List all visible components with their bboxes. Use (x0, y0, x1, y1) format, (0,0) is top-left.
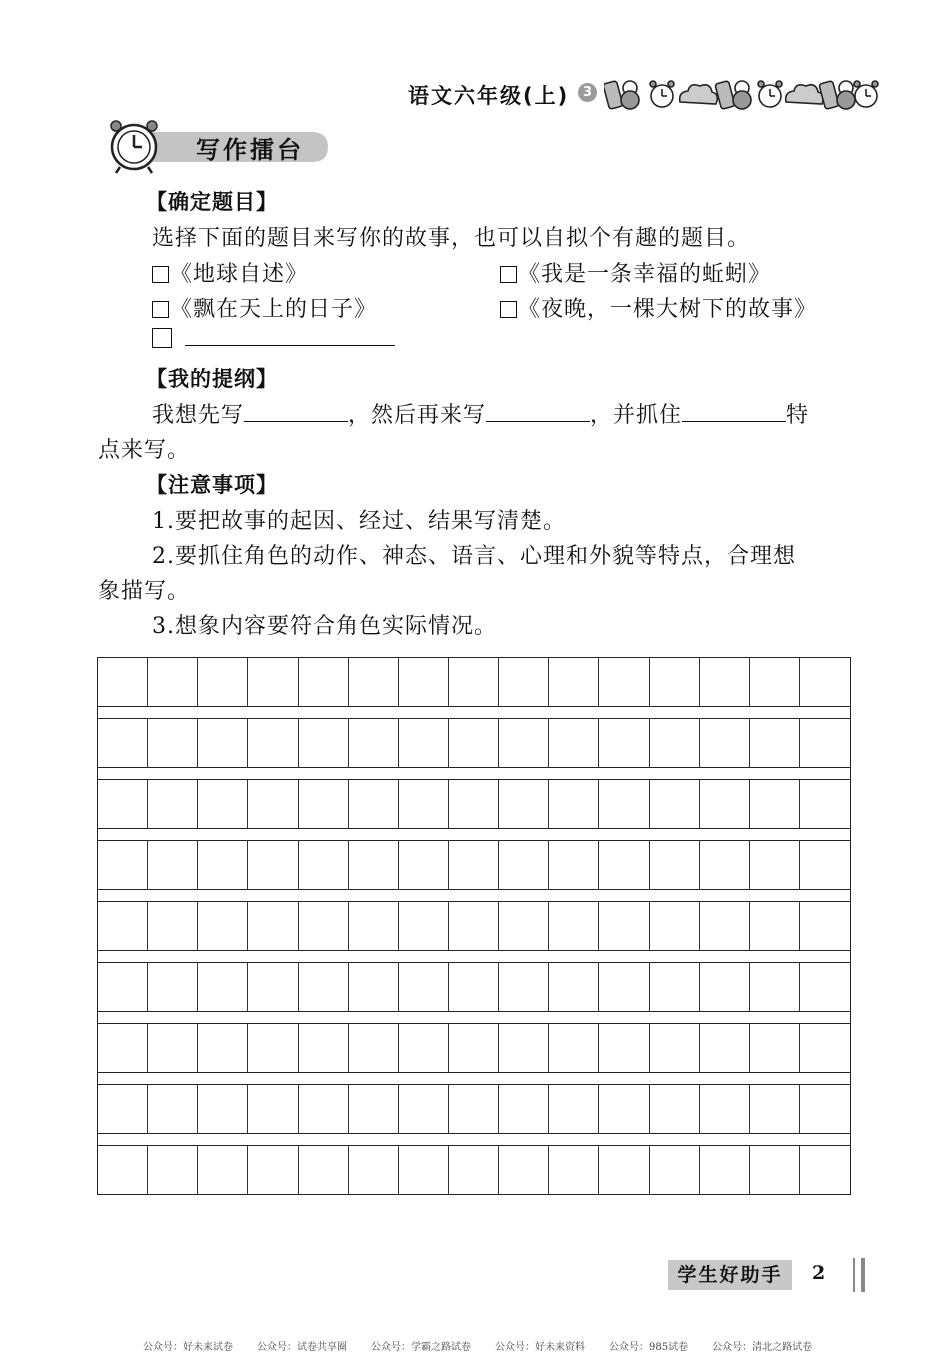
grid-cell[interactable] (800, 779, 850, 829)
grid-cell[interactable] (198, 779, 248, 829)
grid-row (97, 1145, 851, 1195)
watermark: 公众号：试卷共享圈 (257, 1342, 347, 1353)
grid-cell[interactable] (449, 1084, 499, 1134)
outline-heading: 【我的提纲】 (146, 367, 278, 391)
grid-cell[interactable] (499, 1084, 549, 1134)
grid-cell[interactable] (650, 718, 700, 768)
grid-cell[interactable] (248, 962, 298, 1012)
grid-cell[interactable] (349, 901, 399, 951)
grid-cell[interactable] (800, 1145, 850, 1195)
watermark: 公众号：清北之路试卷 (712, 1342, 813, 1353)
grid-cell[interactable] (399, 901, 449, 951)
grid-cell[interactable] (700, 840, 750, 890)
grid-cell[interactable] (198, 657, 248, 707)
grid-cell[interactable] (148, 657, 198, 707)
grid-cell[interactable] (299, 1145, 349, 1195)
page-number: 2 (812, 1262, 826, 1284)
outline-line-1: 我想先写 ，然后再来写 ，并抓住 特 (152, 403, 810, 428)
checkbox[interactable] (152, 328, 172, 348)
grid-cell[interactable] (349, 1145, 399, 1195)
grid-cell[interactable] (248, 840, 298, 890)
grid-cell[interactable] (599, 718, 649, 768)
grid-cell[interactable] (98, 1084, 148, 1134)
grid-cell[interactable] (499, 1023, 549, 1073)
grid-cell[interactable] (549, 840, 599, 890)
header-decoration-icon (604, 72, 884, 112)
grid-row-gap (97, 951, 851, 962)
checkbox[interactable] (500, 266, 517, 283)
grid-cell[interactable] (750, 779, 800, 829)
grid-cell[interactable] (449, 840, 499, 890)
grid-cell[interactable] (599, 1023, 649, 1073)
grid-row (97, 901, 851, 951)
grid-cell[interactable] (248, 779, 298, 829)
grid-cell[interactable] (399, 840, 449, 890)
grid-cell[interactable] (499, 840, 549, 890)
footer-label: 学生好助手 (668, 1260, 792, 1290)
grid-cell[interactable] (700, 1145, 750, 1195)
grid-cell[interactable] (148, 779, 198, 829)
grid-cell[interactable] (399, 779, 449, 829)
grid-cell[interactable] (349, 657, 399, 707)
grid-cell[interactable] (650, 657, 700, 707)
outline-line-2: 点来写。 (98, 438, 191, 463)
grid-cell[interactable] (198, 840, 248, 890)
grid-cell[interactable] (650, 1084, 700, 1134)
grid-row (97, 840, 851, 890)
grid-cell[interactable] (650, 901, 700, 951)
grid-cell[interactable] (750, 1084, 800, 1134)
grid-cell[interactable] (148, 718, 198, 768)
grid-cell[interactable] (499, 901, 549, 951)
grid-cell[interactable] (750, 1145, 800, 1195)
topic-option-custom[interactable] (152, 327, 395, 352)
outline-blank-2[interactable] (486, 403, 590, 422)
grid-cell[interactable] (449, 1023, 499, 1073)
topic-option-2[interactable]: 《我是一条幸福的蚯蚓》 (500, 257, 771, 288)
grid-cell[interactable] (449, 1145, 499, 1195)
grid-cell[interactable] (499, 657, 549, 707)
writing-grid[interactable] (97, 657, 851, 1195)
grid-cell[interactable] (248, 1145, 298, 1195)
grid-cell[interactable] (700, 1084, 750, 1134)
grid-cell[interactable] (650, 840, 700, 890)
grid-cell[interactable] (549, 962, 599, 1012)
outline-blank-1[interactable] (244, 403, 348, 422)
watermark: 公众号：好未来资料 (495, 1342, 585, 1353)
grid-cell[interactable] (148, 1084, 198, 1134)
grid-cell[interactable] (449, 962, 499, 1012)
grid-cell[interactable] (98, 1023, 148, 1073)
grid-row-gap (97, 890, 851, 901)
footer-bars-icon (853, 1258, 867, 1292)
grid-row (97, 1084, 851, 1134)
grid-cell[interactable] (299, 657, 349, 707)
grid-cell[interactable] (98, 657, 148, 707)
checkbox[interactable] (152, 301, 169, 318)
grid-cell[interactable] (499, 1145, 549, 1195)
grid-cell[interactable] (399, 1023, 449, 1073)
volume-badge: 3 (578, 83, 597, 102)
grid-cell[interactable] (599, 962, 649, 1012)
outline-blank-3[interactable] (682, 403, 786, 422)
grid-cell[interactable] (700, 779, 750, 829)
grid-cell[interactable] (800, 1084, 850, 1134)
grid-cell[interactable] (800, 1023, 850, 1073)
grid-cell[interactable] (700, 657, 750, 707)
grid-cell[interactable] (700, 1023, 750, 1073)
grid-cell[interactable] (248, 657, 298, 707)
grid-cell[interactable] (299, 840, 349, 890)
topic-instruction: 选择下面的题目来写你的故事，也可以自拟个有趣的题目。 (152, 226, 751, 251)
grid-cell[interactable] (248, 718, 298, 768)
grid-cell[interactable] (700, 718, 750, 768)
grid-cell[interactable] (599, 1084, 649, 1134)
grid-cell[interactable] (399, 1084, 449, 1134)
grid-cell[interactable] (248, 901, 298, 951)
grid-cell[interactable] (349, 962, 399, 1012)
grid-cell[interactable] (98, 901, 148, 951)
grid-cell[interactable] (800, 962, 850, 1012)
grid-cell[interactable] (148, 901, 198, 951)
grid-cell[interactable] (800, 657, 850, 707)
grid-cell[interactable] (449, 779, 499, 829)
grid-cell[interactable] (299, 901, 349, 951)
grid-cell[interactable] (98, 1145, 148, 1195)
section-title: 写作擂台 (196, 136, 304, 164)
grid-row-gap (97, 707, 851, 718)
grid-cell[interactable] (299, 779, 349, 829)
grid-cell[interactable] (750, 962, 800, 1012)
grid-cell[interactable] (98, 779, 148, 829)
grid-cell[interactable] (599, 840, 649, 890)
grid-row (97, 657, 851, 707)
grid-cell[interactable] (750, 718, 800, 768)
grid-cell[interactable] (198, 718, 248, 768)
grid-cell[interactable] (299, 962, 349, 1012)
grid-cell[interactable] (800, 901, 850, 951)
grid-cell[interactable] (750, 840, 800, 890)
grid-row (97, 718, 851, 768)
custom-title-blank[interactable] (185, 327, 395, 346)
grid-cell[interactable] (349, 718, 399, 768)
grid-cell[interactable] (449, 718, 499, 768)
watermark: 公众号：好未来试卷 (143, 1342, 233, 1353)
grid-cell[interactable] (399, 657, 449, 707)
grid-cell[interactable] (349, 1084, 399, 1134)
grid-cell[interactable] (248, 1023, 298, 1073)
grid-cell[interactable] (800, 840, 850, 890)
grid-cell[interactable] (499, 779, 549, 829)
grid-cell[interactable] (349, 779, 399, 829)
alarm-clock-icon (111, 121, 157, 173)
watermark: 公众号：985试卷 (609, 1342, 689, 1353)
grid-cell[interactable] (549, 1145, 599, 1195)
grid-cell[interactable] (449, 901, 499, 951)
grid-cell[interactable] (349, 840, 399, 890)
checkbox[interactable] (500, 301, 517, 318)
grid-cell[interactable] (499, 718, 549, 768)
grid-cell[interactable] (349, 1023, 399, 1073)
grid-cell[interactable] (98, 718, 148, 768)
grid-row-gap (97, 829, 851, 840)
grid-row-gap (97, 1134, 851, 1145)
note-item-3: 3.想象内容要符合角色实际情况。 (152, 614, 497, 639)
grid-cell[interactable] (599, 1145, 649, 1195)
grid-cell[interactable] (549, 657, 599, 707)
grid-cell[interactable] (198, 901, 248, 951)
grid-cell[interactable] (750, 1023, 800, 1073)
grid-cell[interactable] (650, 962, 700, 1012)
grid-cell[interactable] (650, 779, 700, 829)
note-item-2-continued: 象描写。 (98, 579, 191, 604)
grid-cell[interactable] (299, 1084, 349, 1134)
grid-cell[interactable] (198, 1084, 248, 1134)
grid-cell[interactable] (549, 901, 599, 951)
grid-cell[interactable] (449, 657, 499, 707)
notes-heading: 【注意事项】 (146, 473, 278, 497)
grid-cell[interactable] (599, 779, 649, 829)
grid-cell[interactable] (399, 1145, 449, 1195)
note-item-2: 2.要抓住角色的动作、神态、语言、心理和外貌等特点，合理想 (152, 544, 796, 569)
grid-cell[interactable] (650, 1023, 700, 1073)
grid-cell[interactable] (399, 718, 449, 768)
note-item-1: 1.要把故事的起因、经过、结果写清楚。 (152, 509, 566, 534)
grid-cell[interactable] (148, 962, 198, 1012)
grid-cell[interactable] (549, 779, 599, 829)
grid-cell[interactable] (800, 718, 850, 768)
grid-cell[interactable] (148, 1023, 198, 1073)
grid-row-gap (97, 1012, 851, 1023)
grid-cell[interactable] (198, 962, 248, 1012)
grid-cell[interactable] (148, 1145, 198, 1195)
grid-cell[interactable] (549, 1084, 599, 1134)
grid-row-gap (97, 1073, 851, 1084)
grid-row (97, 962, 851, 1012)
grid-cell[interactable] (299, 1023, 349, 1073)
grid-cell[interactable] (98, 840, 148, 890)
header-title: 语文六年级(上) (408, 84, 570, 108)
grid-cell[interactable] (599, 901, 649, 951)
grid-cell[interactable] (549, 1023, 599, 1073)
grid-cell[interactable] (198, 1145, 248, 1195)
grid-row (97, 779, 851, 829)
grid-cell[interactable] (98, 962, 148, 1012)
grid-cell[interactable] (198, 1023, 248, 1073)
grid-cell[interactable] (499, 962, 549, 1012)
grid-cell[interactable] (248, 1084, 298, 1134)
grid-cell[interactable] (399, 962, 449, 1012)
checkbox[interactable] (152, 266, 169, 283)
grid-cell[interactable] (549, 718, 599, 768)
grid-row-gap (97, 768, 851, 779)
grid-cell[interactable] (650, 1145, 700, 1195)
topic-option-3[interactable]: 《飘在天上的日子》 (152, 292, 377, 323)
watermark: 公众号：学霸之路试卷 (371, 1342, 471, 1353)
topic-heading: 【确定题目】 (146, 190, 278, 214)
grid-cell[interactable] (700, 901, 750, 951)
grid-cell[interactable] (299, 718, 349, 768)
topic-option-4[interactable]: 《夜晚，一棵大树下的故事》 (500, 292, 817, 323)
grid-cell[interactable] (148, 840, 198, 890)
watermarks (143, 1338, 836, 1353)
grid-row (97, 1023, 851, 1073)
grid-cell[interactable] (700, 962, 750, 1012)
grid-cell[interactable] (750, 657, 800, 707)
grid-cell[interactable] (750, 901, 800, 951)
grid-cell[interactable] (599, 657, 649, 707)
topic-option-1[interactable]: 《地球自述》 (152, 257, 308, 288)
